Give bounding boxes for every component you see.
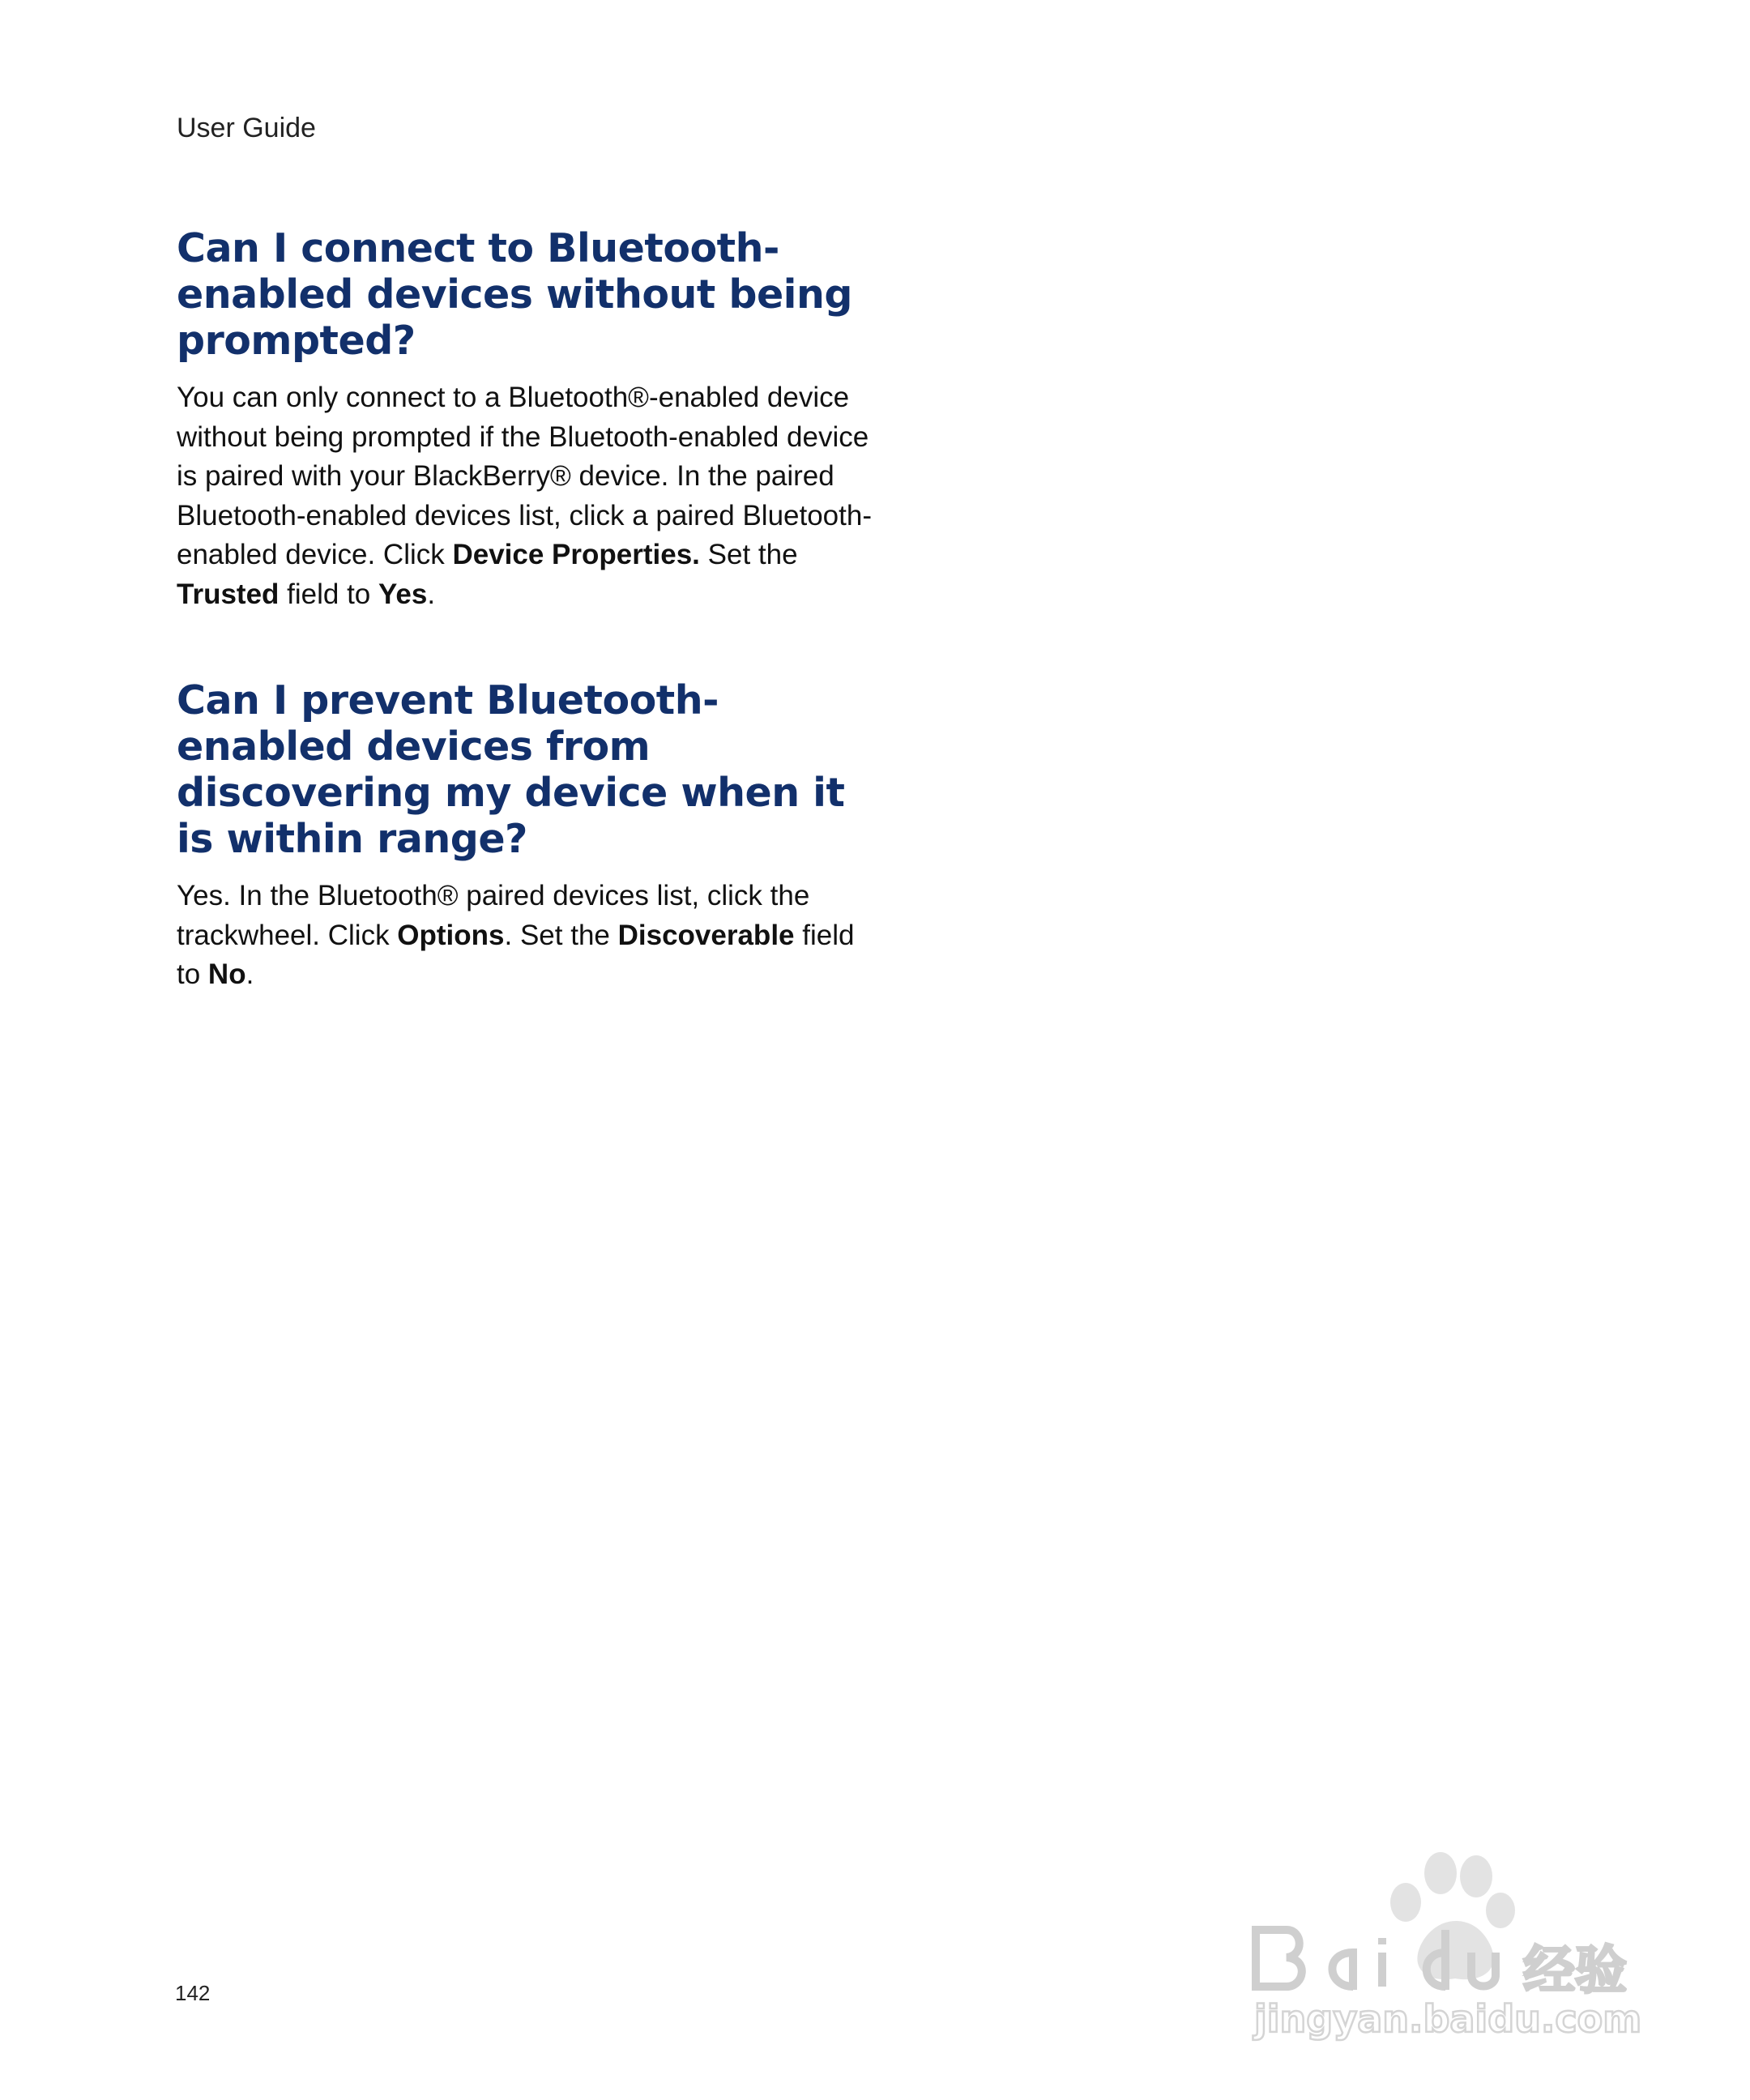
page-number: 142 bbox=[175, 1981, 211, 2005]
answer-text: . bbox=[245, 958, 254, 990]
running-header: User Guide bbox=[177, 113, 316, 143]
answer-text: field to bbox=[177, 919, 855, 990]
watermark-url: jingyan.baidu.com bbox=[1254, 1997, 1642, 2041]
baidu-watermark-logo bbox=[1240, 1839, 1661, 2042]
answer-text: Set the bbox=[699, 539, 798, 570]
ui-term-no: No bbox=[207, 958, 246, 990]
answer-text: You can only connect to a Bluetooth®-enabled device without being prompted if the Bluetooth-enabled device is paired with your BlackBerry® device. In the paired Bluetooth-enabled devices list, click a paired Bluetooth-enabled device. Click bbox=[177, 382, 872, 570]
ui-term-options: Options bbox=[397, 919, 505, 951]
faq-answer-1 bbox=[177, 378, 873, 614]
faq-question-2: Can I prevent Bluetooth-enabled devices from discovering my device when it is within range? bbox=[177, 677, 845, 862]
ui-term-discoverable: Discoverable bbox=[617, 919, 795, 951]
answer-text: field to bbox=[279, 578, 378, 610]
faq-section-2 bbox=[177, 677, 873, 995]
faq-answer-2 bbox=[177, 877, 873, 995]
answer-text: . bbox=[427, 578, 436, 610]
faq-section-1 bbox=[177, 225, 873, 614]
faq-question-1: Can I connect to Bluetooth-enabled devices without being prompted? bbox=[177, 225, 852, 364]
ui-term-trusted: Trusted bbox=[177, 578, 280, 610]
ui-term-device-properties: Device Properties. bbox=[452, 539, 700, 570]
answer-text: . Set the bbox=[504, 919, 618, 951]
watermark-brand-cn: 经验 bbox=[1523, 1941, 1627, 2001]
document-body bbox=[177, 225, 873, 1058]
answer-text: Yes. In the Bluetooth® paired devices list, click the trackwheel. Click bbox=[177, 880, 810, 951]
ui-term-yes: Yes bbox=[378, 578, 428, 610]
